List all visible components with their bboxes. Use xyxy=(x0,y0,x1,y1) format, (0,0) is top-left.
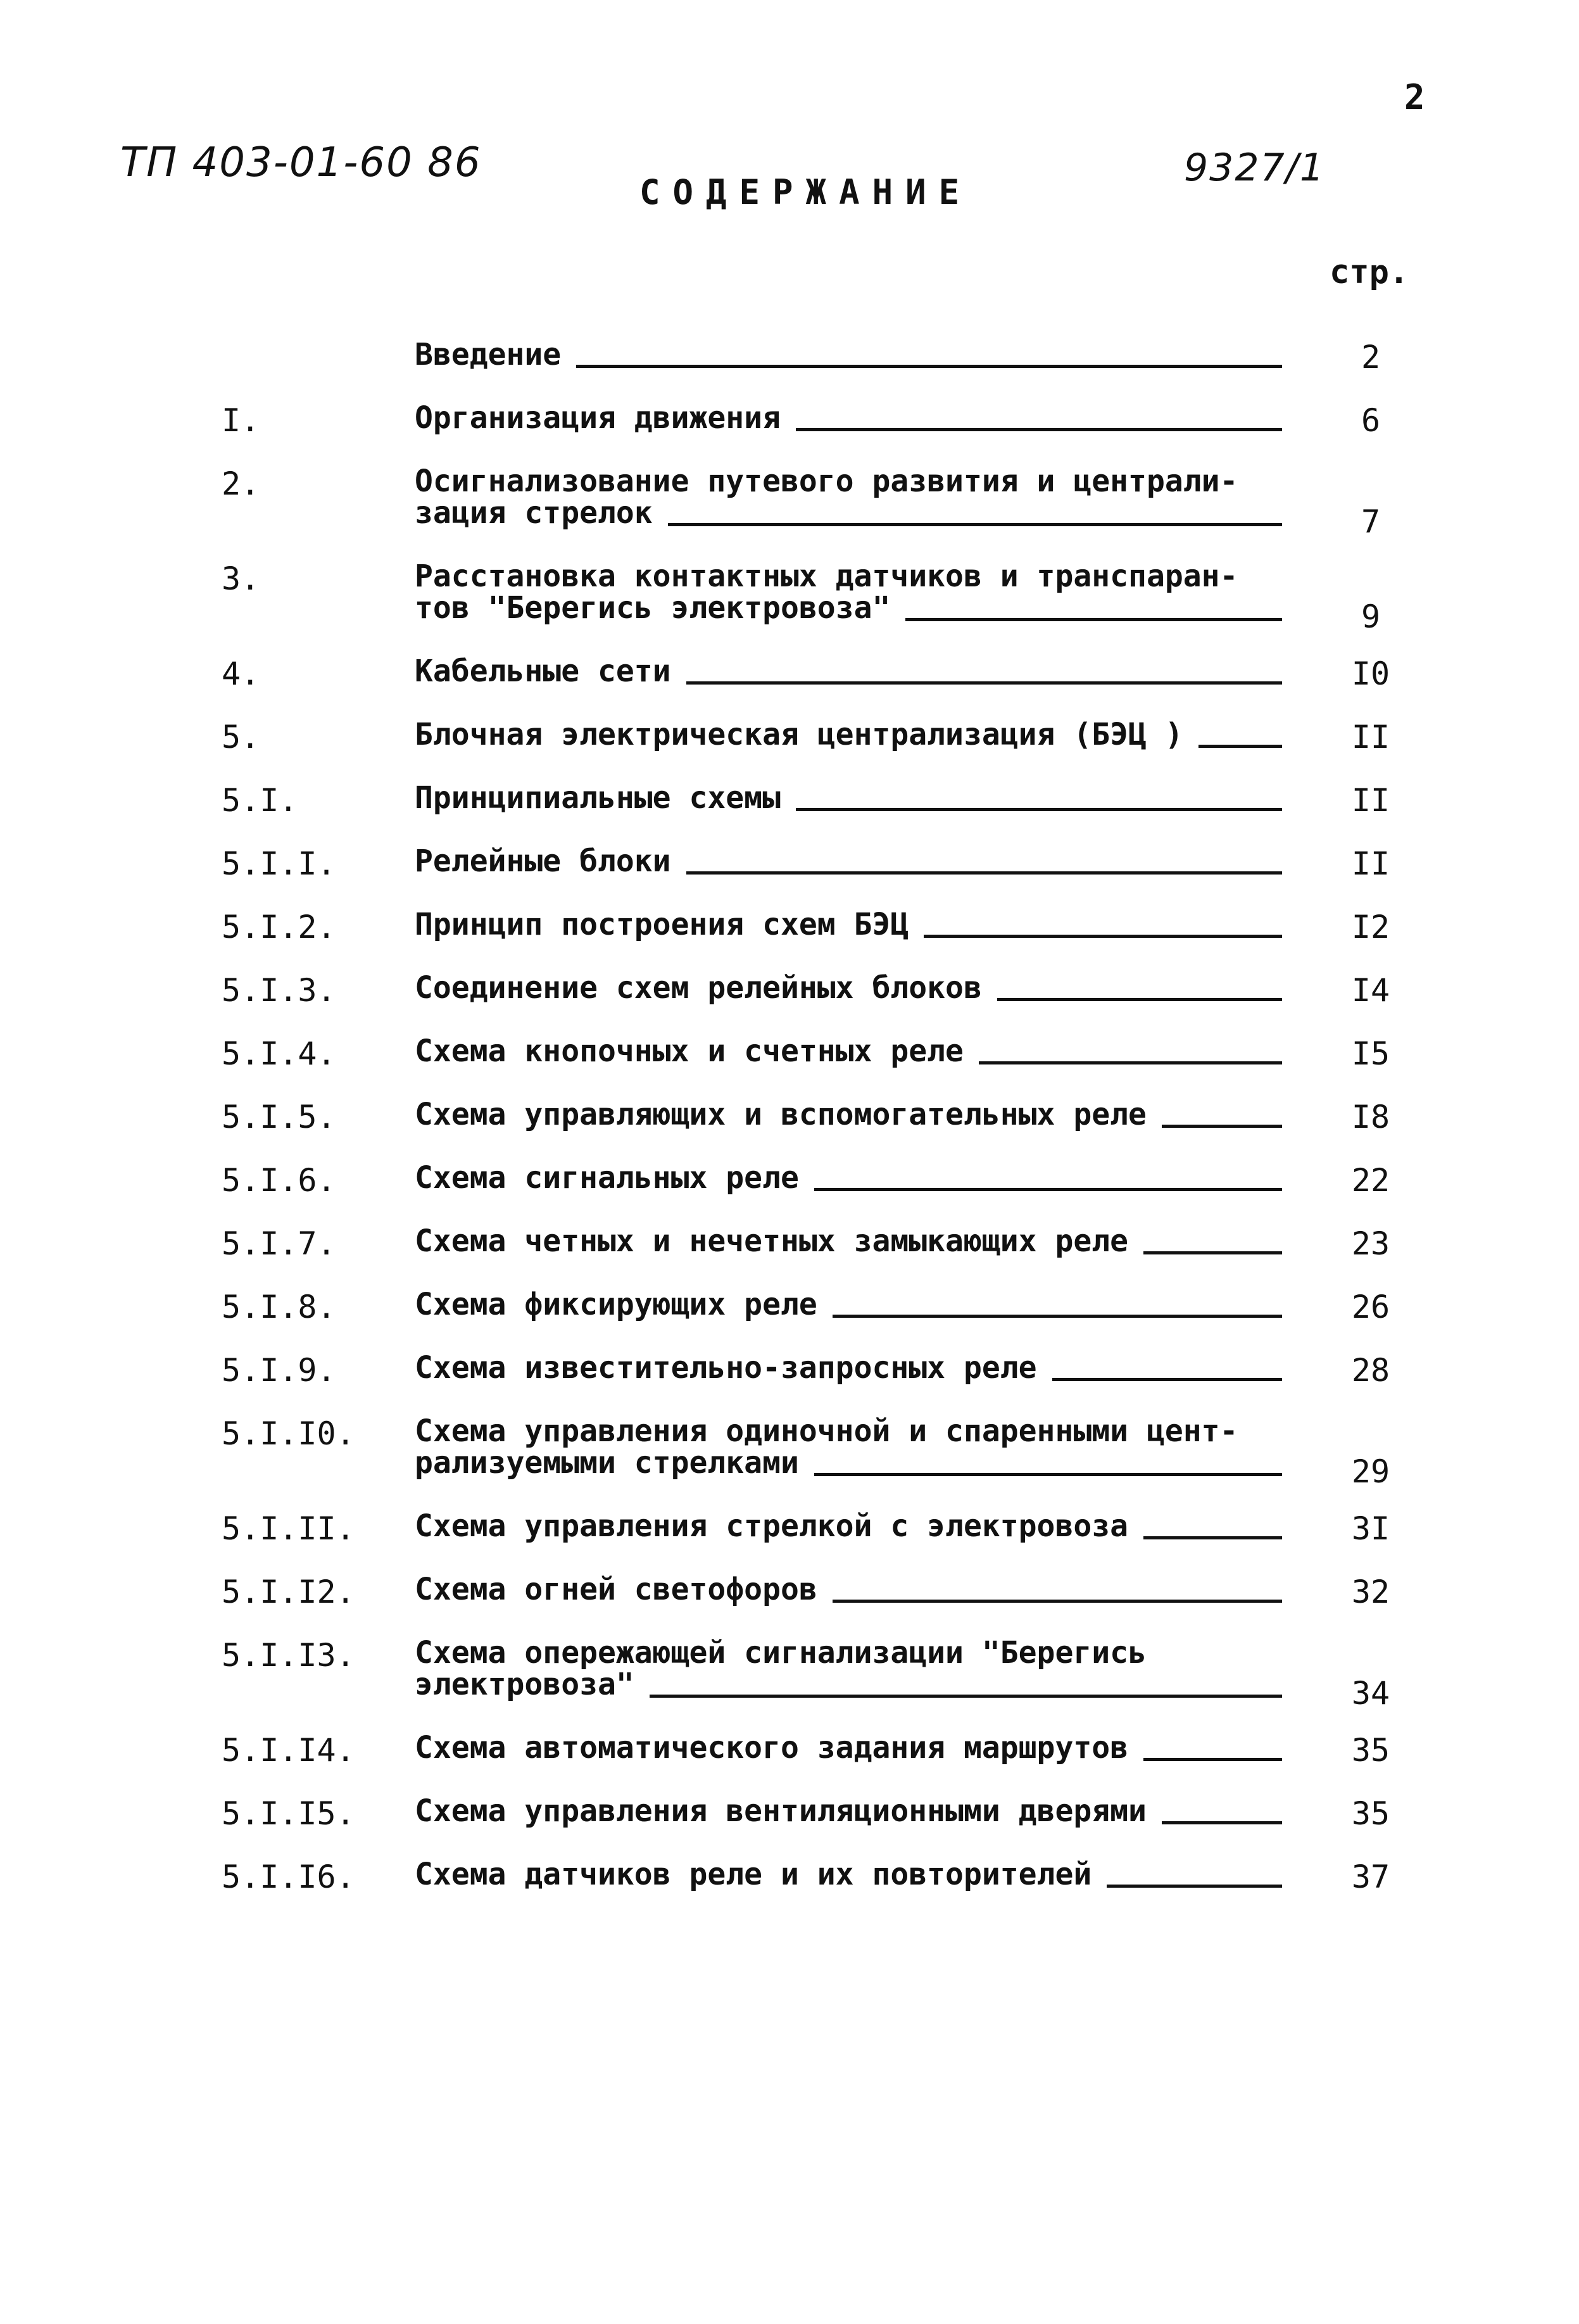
entry-title xyxy=(415,909,1282,940)
entry-title xyxy=(415,1859,1282,1890)
entry-title xyxy=(415,1225,1282,1257)
page-number: 2 xyxy=(1404,77,1425,117)
leader-line xyxy=(650,1695,1282,1698)
entry-title-line xyxy=(415,1162,1282,1194)
entry-title-text: зация стрелок xyxy=(415,495,653,531)
entry-title-line xyxy=(415,1637,1282,1669)
entry-title xyxy=(415,1099,1282,1130)
entry-page-number: I8 xyxy=(1351,1099,1390,1135)
entry-title xyxy=(415,1732,1282,1764)
entry-title-text: Схема огней светофоров xyxy=(415,1572,817,1607)
entry-page-number: II xyxy=(1351,719,1390,755)
entry-title xyxy=(415,972,1282,1004)
entry-title-text: Схема четных и нечетных замыкающих реле xyxy=(415,1223,1129,1259)
entry-number: 5.I.5. xyxy=(222,1099,336,1135)
entry-title-text: Осигнализование путевого развития и централи- xyxy=(415,464,1238,499)
entry-page-number: 29 xyxy=(1351,1453,1390,1490)
leader-line xyxy=(668,523,1282,526)
entry-page-number: 37 xyxy=(1351,1859,1390,1895)
entry-title xyxy=(415,1162,1282,1194)
page-column-header: стр. xyxy=(1330,253,1409,291)
leader-line xyxy=(979,1061,1282,1064)
entry-number: 5.I.I4. xyxy=(222,1732,355,1769)
entry-title xyxy=(415,1035,1282,1067)
entry-page-number: 34 xyxy=(1351,1675,1390,1712)
entry-number: 5.I.9. xyxy=(222,1352,336,1389)
entry-title xyxy=(415,1352,1282,1384)
entry-page-number: I5 xyxy=(1351,1035,1390,1072)
entry-page-number: II xyxy=(1351,782,1390,819)
entry-page-number: I0 xyxy=(1351,655,1390,692)
entry-number: 5.I.I2. xyxy=(222,1574,355,1610)
entry-title-text: Схема датчиков реле и их повторителей xyxy=(415,1857,1092,1892)
leader-line xyxy=(1143,1251,1282,1254)
entry-title-text: рализуемыми стрелками xyxy=(415,1445,799,1481)
entry-page-number: 26 xyxy=(1351,1289,1390,1325)
entry-title-line xyxy=(415,1732,1282,1764)
entry-page-number: 3I xyxy=(1351,1510,1390,1547)
entry-title-line xyxy=(415,1574,1282,1605)
entry-number: 5.I.I0. xyxy=(222,1415,355,1452)
entry-page-number: 28 xyxy=(1351,1352,1390,1389)
entry-title xyxy=(415,339,1282,370)
entry-title xyxy=(415,719,1282,750)
entry-number: 5.I.8. xyxy=(222,1289,336,1325)
entry-title-line xyxy=(415,592,1282,624)
entry-title-line xyxy=(415,1510,1282,1542)
entry-number: 5.I.4. xyxy=(222,1035,336,1072)
entry-title-line xyxy=(415,1035,1282,1067)
entry-title-text: Схема сигнальных реле xyxy=(415,1160,799,1196)
entry-title-text: Схема опережающей сигнализации "Берегись xyxy=(415,1635,1147,1670)
entry-number: 4. xyxy=(222,655,260,692)
entry-title xyxy=(415,1574,1282,1605)
entry-number: I. xyxy=(222,402,260,439)
entry-title-text: Кабельные сети xyxy=(415,654,671,689)
entry-title-text: Схема автоматического задания маршрутов xyxy=(415,1730,1129,1765)
leader-line xyxy=(814,1473,1282,1476)
entry-title-line xyxy=(415,719,1282,750)
entry-page-number: 22 xyxy=(1351,1162,1390,1199)
entry-title-line xyxy=(415,1447,1282,1479)
leader-line xyxy=(1143,1758,1282,1761)
entry-title-line xyxy=(415,465,1282,497)
leader-line xyxy=(997,998,1282,1001)
entry-title-text: Принципиальные схемы xyxy=(415,780,781,816)
entry-page-number: 7 xyxy=(1361,503,1381,540)
entry-title-line xyxy=(415,1352,1282,1384)
entry-title xyxy=(415,845,1282,877)
page-title: СОДЕРЖАНИЕ xyxy=(639,172,972,212)
sheet-code: 9327/1 xyxy=(1184,146,1326,190)
entry-number: 5.I.I6. xyxy=(222,1859,355,1895)
entry-page-number: 23 xyxy=(1351,1225,1390,1262)
entry-page-number: 35 xyxy=(1351,1795,1390,1832)
entry-title-line xyxy=(415,845,1282,877)
entry-title-line xyxy=(415,1795,1282,1827)
entry-title-text: Схема управления стрелкой с электровоза xyxy=(415,1508,1129,1544)
entry-title-line xyxy=(415,972,1282,1004)
entry-number: 5.I.2. xyxy=(222,909,336,945)
leader-line xyxy=(576,365,1282,368)
entry-number: 3. xyxy=(222,560,260,597)
leader-line xyxy=(686,681,1282,685)
entry-title-line xyxy=(415,560,1282,592)
entry-title-text: Организация движения xyxy=(415,400,781,436)
entry-title-text: Релейные блоки xyxy=(415,843,671,879)
entry-title xyxy=(415,402,1282,434)
entry-title-line xyxy=(415,1415,1282,1447)
leader-line xyxy=(686,871,1282,875)
entry-title-line xyxy=(415,782,1282,814)
entry-page-number: 2 xyxy=(1361,339,1381,376)
entry-title-line xyxy=(415,1225,1282,1257)
entry-number: 2. xyxy=(222,465,260,502)
entry-title xyxy=(415,1795,1282,1827)
entry-title-text: Блочная электрическая централизация (БЭЦ ) xyxy=(415,717,1183,752)
entry-page-number: I2 xyxy=(1351,909,1390,945)
entry-title xyxy=(415,655,1282,687)
leader-line xyxy=(796,428,1282,431)
entry-title-line xyxy=(415,1289,1282,1320)
entry-title xyxy=(415,560,1282,624)
leader-line xyxy=(833,1315,1282,1318)
leader-line xyxy=(1107,1885,1282,1888)
entry-page-number: I4 xyxy=(1351,972,1390,1009)
entry-page-number: 32 xyxy=(1351,1574,1390,1610)
leader-line xyxy=(924,935,1282,938)
leader-line xyxy=(1052,1378,1282,1381)
leader-line xyxy=(796,808,1282,811)
entry-title xyxy=(415,1637,1282,1700)
entry-title-line xyxy=(415,1669,1282,1700)
entry-title xyxy=(415,1415,1282,1479)
entry-number: 5.I.I5. xyxy=(222,1795,355,1832)
entry-title-text: Схема управляющих и вспомогательных реле xyxy=(415,1097,1147,1132)
entry-title-line xyxy=(415,909,1282,940)
entry-title-line xyxy=(415,339,1282,370)
entry-page-number: 35 xyxy=(1351,1732,1390,1769)
entry-title-text: Расстановка контактных датчиков и транспаран- xyxy=(415,559,1238,594)
entry-title-text: Схема фиксирующих реле xyxy=(415,1287,817,1322)
leader-line xyxy=(1162,1125,1282,1128)
entry-title-line xyxy=(415,497,1282,529)
entry-page-number: II xyxy=(1351,845,1390,882)
entry-title-text: Схема управления одиночной и спаренными цент- xyxy=(415,1413,1238,1449)
entry-title-line xyxy=(415,402,1282,434)
leader-line xyxy=(814,1188,1282,1191)
entry-number: 5.I. xyxy=(222,782,298,819)
entry-number: 5. xyxy=(222,719,260,755)
entry-number: 5.I.II. xyxy=(222,1510,355,1547)
entry-title-line xyxy=(415,655,1282,687)
leader-line xyxy=(833,1600,1282,1603)
entry-number: 5.I.I3. xyxy=(222,1637,355,1674)
entry-number: 5.I.6. xyxy=(222,1162,336,1199)
entry-title xyxy=(415,782,1282,814)
entry-title-text: Соединение схем релейных блоков xyxy=(415,970,982,1006)
entry-page-number: 9 xyxy=(1361,598,1381,635)
entry-title-line xyxy=(415,1099,1282,1130)
entry-title-text: тов "Берегись электровоза" xyxy=(415,590,891,626)
entry-page-number: 6 xyxy=(1361,402,1381,439)
entry-title xyxy=(415,1289,1282,1320)
entry-number: 5.I.3. xyxy=(222,972,336,1009)
leader-line xyxy=(905,618,1282,621)
entry-title xyxy=(415,465,1282,529)
entry-title-text: электровоза" xyxy=(415,1667,634,1702)
leader-line xyxy=(1198,745,1282,748)
entry-title-text: Схема управления вентиляционными дверями xyxy=(415,1793,1147,1829)
entry-title-text: Схема кнопочных и счетных реле xyxy=(415,1033,964,1069)
entry-number: 5.I.7. xyxy=(222,1225,336,1262)
entry-title-line xyxy=(415,1859,1282,1890)
entry-title xyxy=(415,1510,1282,1542)
leader-line xyxy=(1162,1821,1282,1824)
document-code: ТП 403-01-60 86 xyxy=(120,139,482,186)
entry-number: 5.I.I. xyxy=(222,845,336,882)
entry-title-text: Схема известительно-запросных реле xyxy=(415,1350,1037,1386)
leader-line xyxy=(1143,1536,1282,1539)
entry-title-text: Введение xyxy=(415,337,562,372)
entry-title-text: Принцип построения схем БЭЦ xyxy=(415,907,909,942)
